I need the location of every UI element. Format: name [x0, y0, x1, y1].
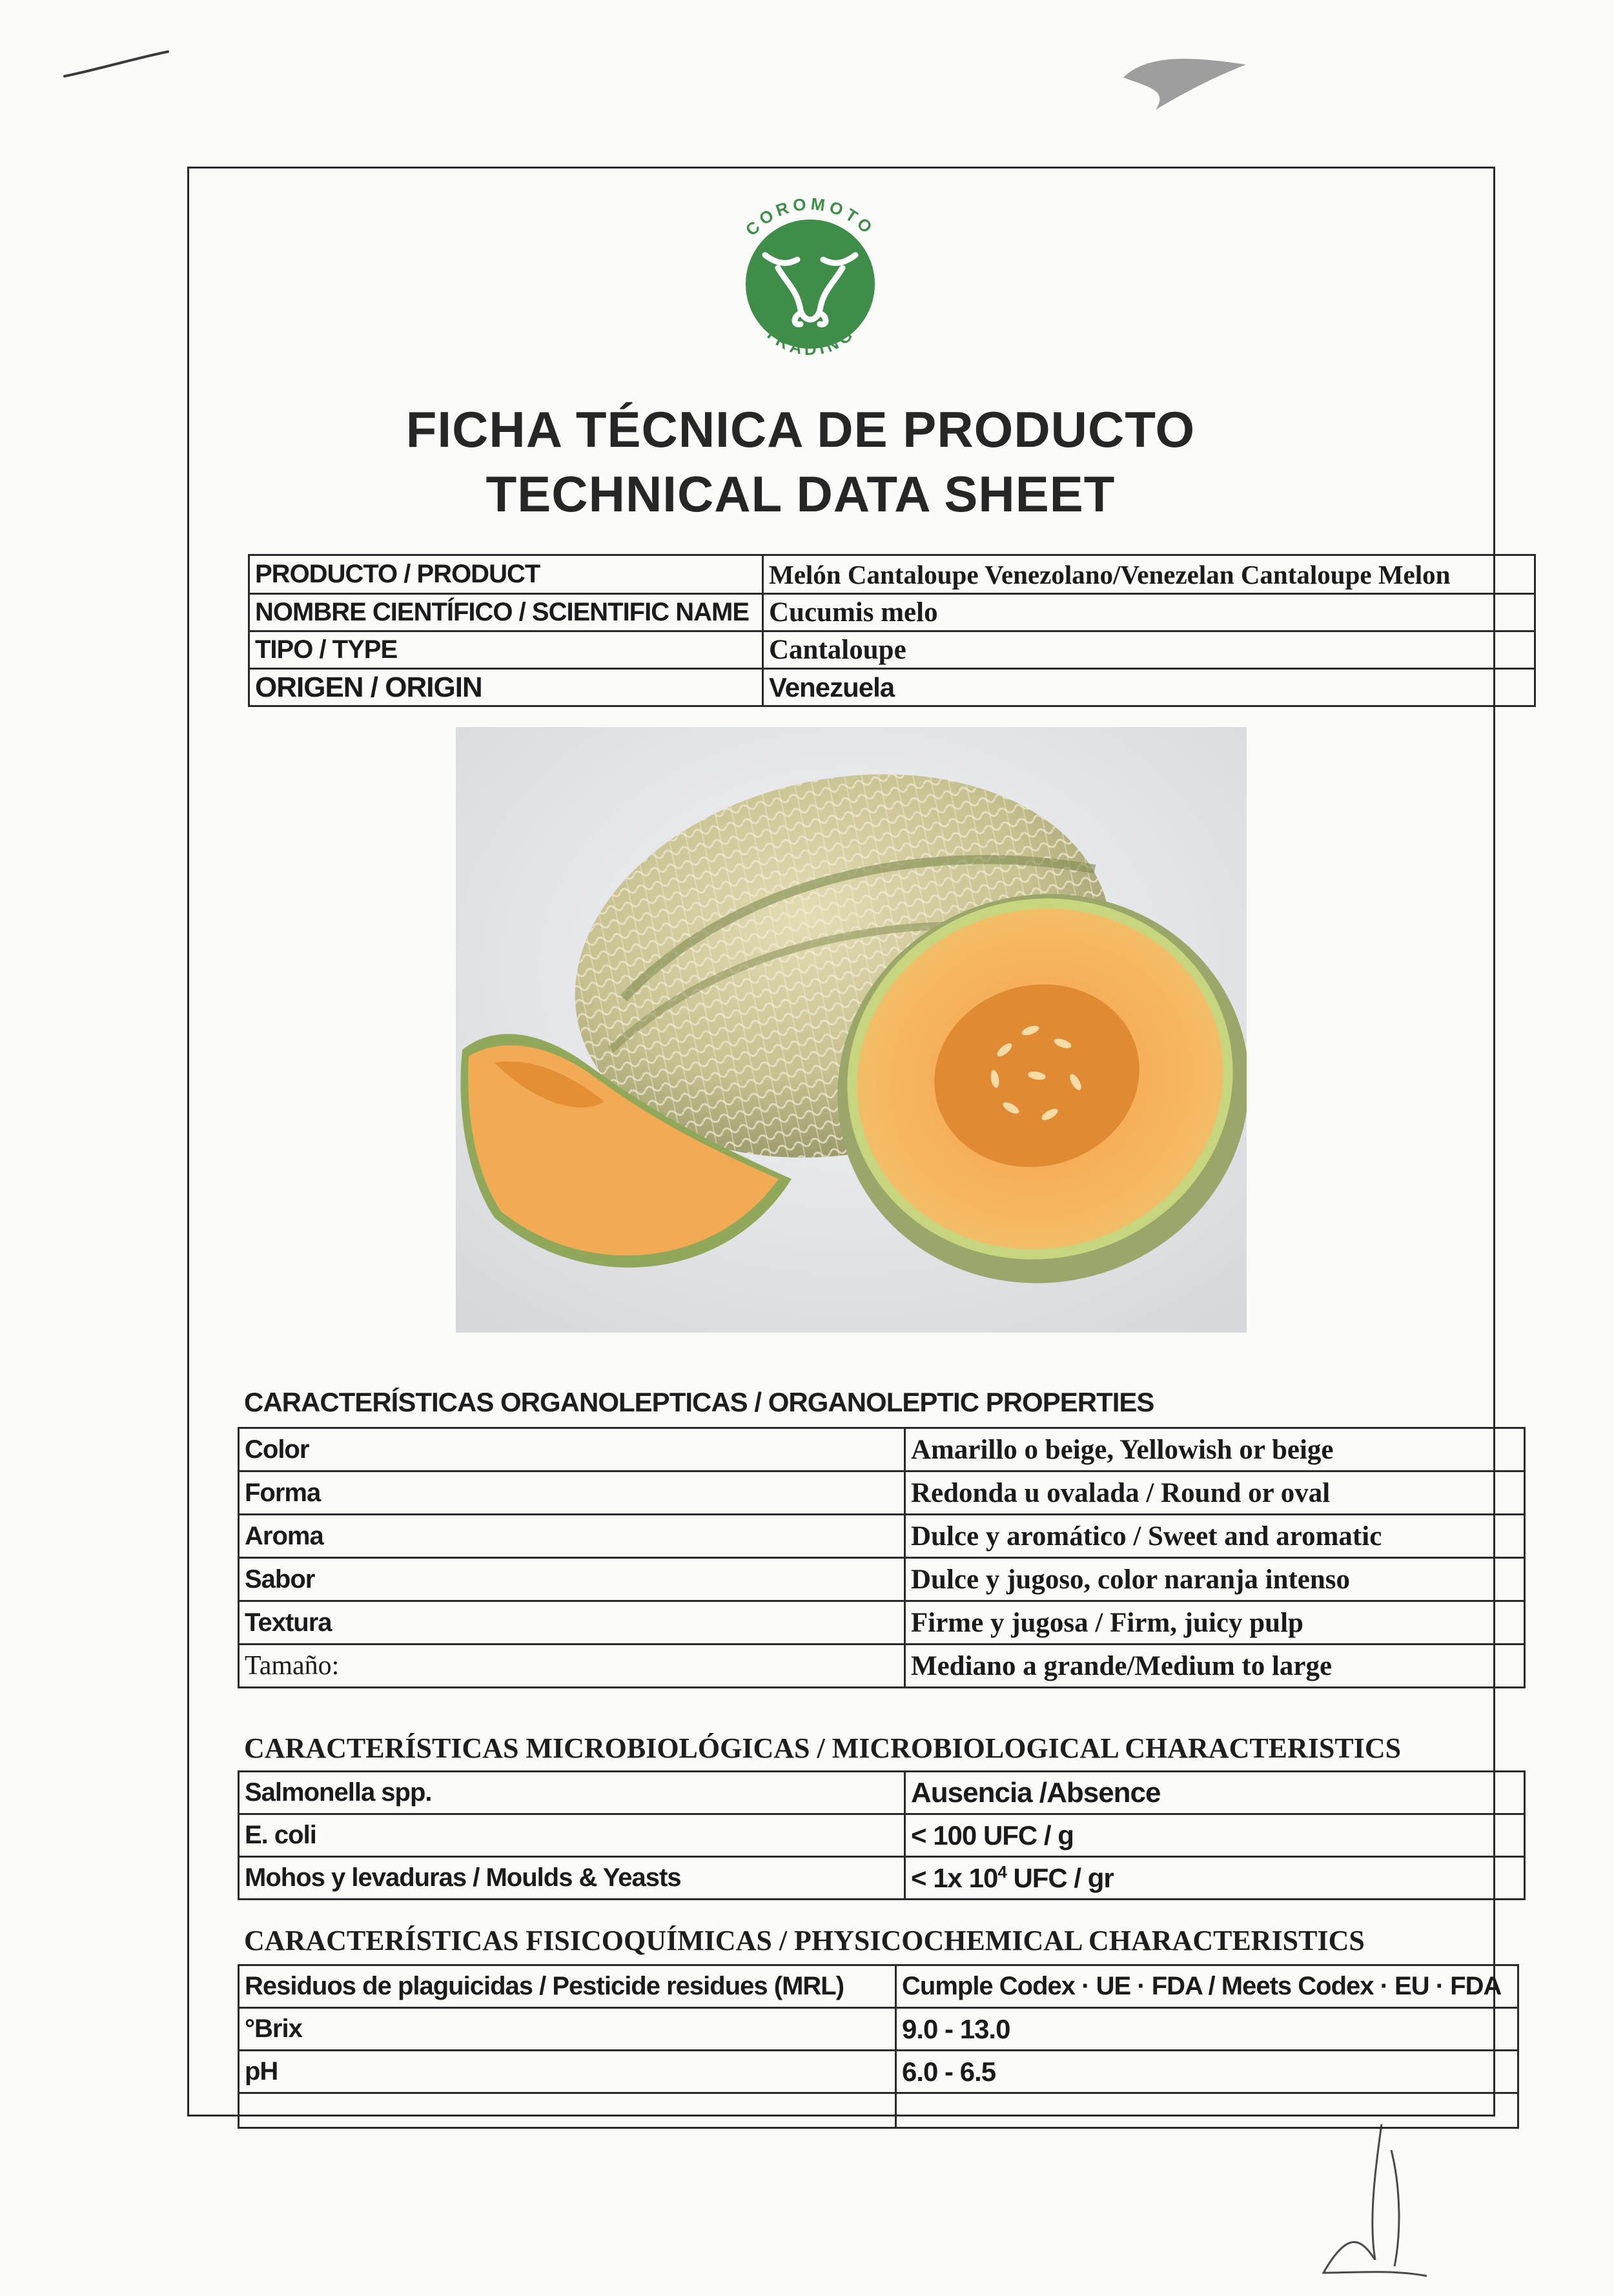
- row-label: Mohos y levaduras / Moulds & Yeasts: [239, 1857, 905, 1900]
- row-value: 6.0 - 6.5: [896, 2051, 1518, 2093]
- table-row: [239, 1428, 1525, 1471]
- row-label: °Brix: [239, 2008, 896, 2051]
- table-row: [239, 1814, 1525, 1857]
- row-value: Cumple Codex · UE · FDA / Meets Codex · EU · FDA: [896, 1965, 1518, 2008]
- row-label: E. coli: [239, 1814, 905, 1857]
- value-suffix: UFC / gr: [1006, 1863, 1114, 1893]
- row-value: Firme y jugosa / Firm, juicy pulp: [905, 1601, 1525, 1645]
- row-value: Cucumis melo: [763, 594, 1535, 631]
- value-exponent: 4: [997, 1862, 1006, 1881]
- row-value: Dulce y aromático / Sweet and aromatic: [905, 1515, 1525, 1558]
- row-value: 9.0 - 13.0: [896, 2008, 1518, 2051]
- row-label: Textura: [239, 1601, 905, 1645]
- row-value: Venezuela: [763, 669, 1535, 706]
- row-value: Dulce y jugoso, color naranja intenso: [905, 1558, 1525, 1601]
- table-row: [239, 1471, 1525, 1515]
- microbiological-table: [238, 1770, 1526, 1900]
- title-spanish: FICHA TÉCNICA DE PRODUCTO: [405, 401, 1196, 458]
- row-label: PRODUCTO / PRODUCT: [249, 555, 763, 594]
- table-row: [239, 1857, 1525, 1900]
- cantaloupe-melon-photo: [456, 727, 1247, 1333]
- table-row: [239, 1772, 1525, 1814]
- row-label: Salmonella spp.: [239, 1772, 905, 1814]
- row-value: Redonda u ovalada / Round or oval: [905, 1471, 1525, 1515]
- smudge-mark: [1110, 39, 1259, 129]
- row-value: Amarillo o beige, Yellowish or beige: [905, 1428, 1525, 1471]
- row-label: ORIGEN / ORIGIN: [249, 669, 763, 706]
- row-label: TIPO / TYPE: [249, 631, 763, 669]
- table-row: [239, 2051, 1518, 2093]
- pen-stroke-mark: [58, 39, 174, 90]
- empty-cell: [896, 2093, 1518, 2128]
- row-label: Tamaño:: [239, 1645, 905, 1688]
- table-row: [249, 631, 1535, 669]
- row-label: NOMBRE CIENTÍFICO / SCIENTIFIC NAME: [249, 594, 763, 631]
- value-prefix: < 1x 10: [911, 1863, 998, 1893]
- signature-mark: [1304, 2111, 1472, 2292]
- row-value: Mediano a grande/Medium to large: [905, 1645, 1525, 1688]
- table-row: [239, 1645, 1525, 1688]
- microbiological-heading: CARACTERÍSTICAS MICROBIOLÓGICAS / MICROBIOLOGICAL CHARACTERISTICS: [244, 1732, 1402, 1764]
- table-row: [239, 1515, 1525, 1558]
- svg-text:TRADING: TRADING: [761, 323, 859, 359]
- table-row: [239, 2008, 1518, 2051]
- row-label: Forma: [239, 1471, 905, 1515]
- row-value: Melón Cantaloupe Venezolano/Venezelan Cantaloupe Melon: [763, 555, 1535, 594]
- table-row: [239, 2093, 1518, 2128]
- organoleptic-table: [238, 1427, 1526, 1688]
- table-row: [249, 594, 1535, 631]
- product-info-table: [248, 554, 1536, 707]
- row-label: pH: [239, 2051, 896, 2093]
- organoleptic-heading: CARACTERÍSTICAS ORGANOLEPTICAS / ORGANOLEPTIC PROPERTIES: [244, 1387, 1154, 1417]
- table-row: [239, 1965, 1518, 2008]
- row-value: < 100 UFC / g: [905, 1814, 1525, 1857]
- row-label: Color: [239, 1428, 905, 1471]
- row-label: Residuos de plaguicidas / Pesticide residues (MRL): [239, 1965, 896, 2008]
- empty-cell: [239, 2093, 896, 2128]
- row-value: [905, 1857, 1525, 1900]
- table-row: [249, 669, 1535, 706]
- table-row: [249, 555, 1535, 594]
- table-row: [239, 1558, 1525, 1601]
- row-label: Sabor: [239, 1558, 905, 1601]
- table-row: [239, 1601, 1525, 1645]
- physicochemical-table: [238, 1964, 1519, 2129]
- physicochemical-heading: CARACTERÍSTICAS FISICOQUÍMICAS / PHYSICOCHEMICAL CHARACTERISTICS: [244, 1925, 1365, 1956]
- row-label: Aroma: [239, 1515, 905, 1558]
- svg-text:COROMOTO: COROMOTO: [741, 194, 879, 240]
- row-value: Ausencia /Absence: [905, 1772, 1525, 1814]
- title-english: TECHNICAL DATA SHEET: [485, 466, 1116, 522]
- coromoto-trading-logo: [717, 187, 904, 381]
- row-value: Cantaloupe: [763, 631, 1535, 669]
